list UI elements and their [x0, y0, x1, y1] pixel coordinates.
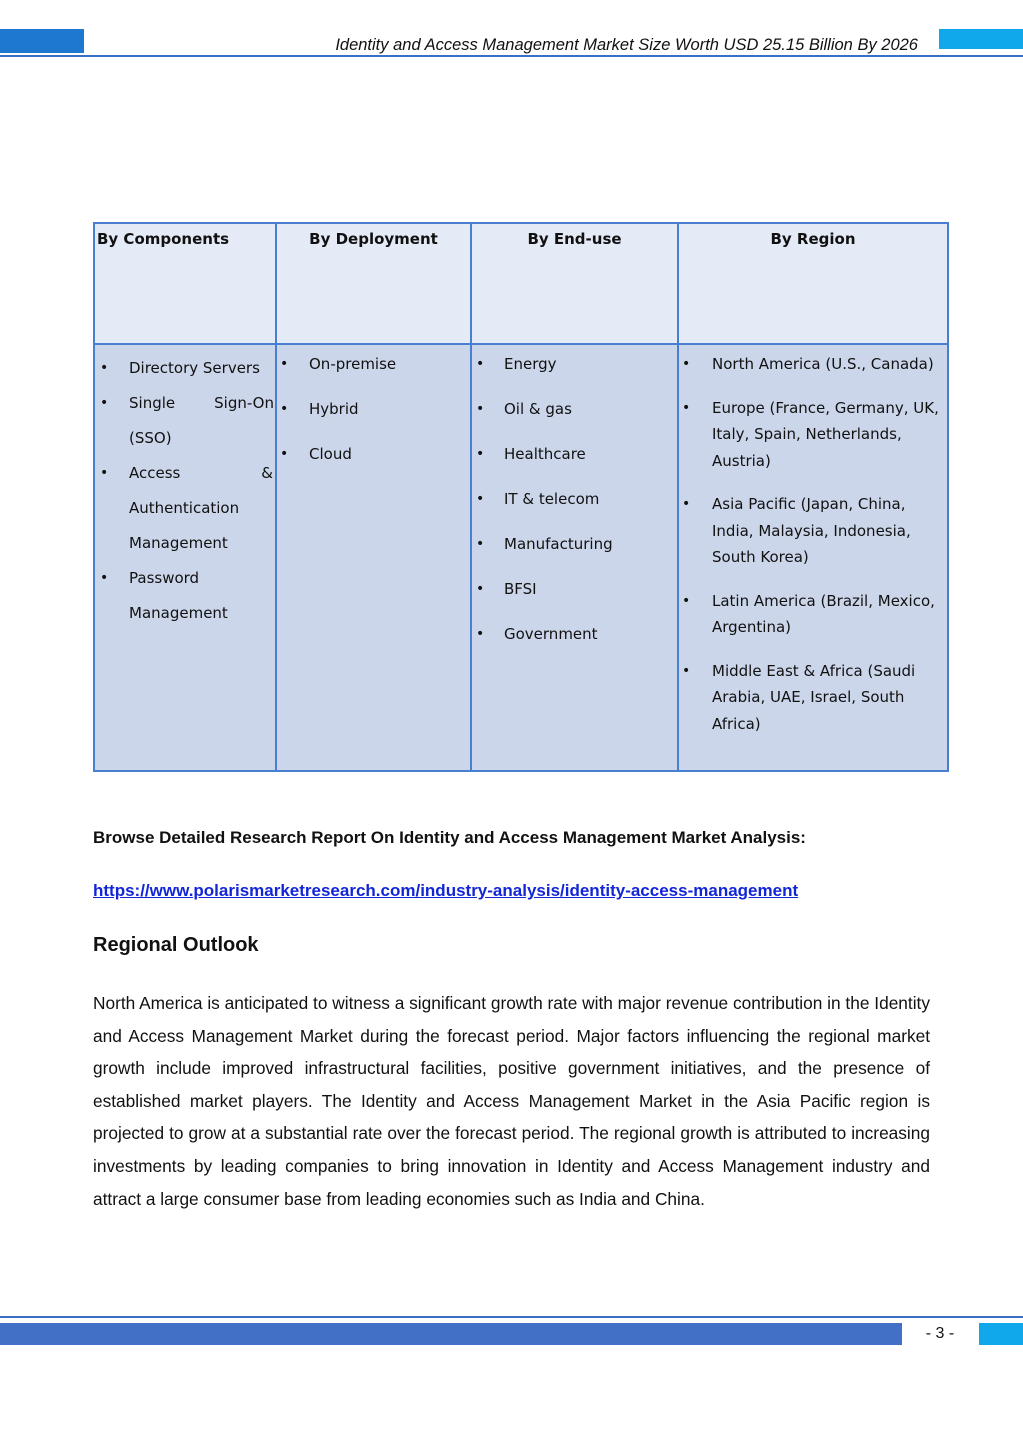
column-header-region: By Region — [678, 223, 948, 344]
list-item: • IT & telecom — [504, 486, 673, 512]
list-item: • Latin America (Brazil, Mexico, Argentina) — [712, 588, 945, 641]
column-header-components: By Components — [94, 223, 276, 344]
column-header-end-use: By End-use — [471, 223, 678, 344]
list-item: • Access & Authentication Management — [129, 456, 273, 561]
end-use-list — [472, 345, 677, 647]
list-item: • Hybrid — [309, 396, 466, 422]
page-number: - 3 - — [925, 1325, 955, 1342]
bullet-icon: • — [100, 395, 109, 411]
bullet-icon: • — [682, 399, 691, 416]
footer-accent-bar-right — [979, 1323, 1023, 1345]
header-accent-bar-right — [939, 29, 1023, 49]
list-item: • Manufacturing — [504, 531, 673, 557]
components-list — [95, 345, 275, 631]
bullet-icon: • — [476, 356, 485, 372]
region-cell — [678, 344, 948, 771]
bullet-icon: • — [100, 570, 109, 586]
bullet-icon: • — [682, 592, 691, 609]
list-item: • Cloud — [309, 441, 466, 467]
list-item: • Europe (France, Germany, UK, Italy, Spain, Netherlands, Austria) — [712, 395, 945, 475]
bullet-icon: • — [476, 581, 485, 597]
column-header-deployment: By Deployment — [276, 223, 471, 344]
footer-divider — [0, 1316, 1023, 1318]
list-item: • Middle East & Africa (Saudi Arabia, UAE, Israel, South Africa) — [712, 658, 945, 738]
list-item: • Government — [504, 621, 673, 647]
end-use-cell — [471, 344, 678, 771]
footer-accent-bar-left — [0, 1323, 902, 1345]
bullet-icon: • — [682, 496, 691, 512]
bullet-icon: • — [280, 356, 289, 372]
region-list — [679, 345, 947, 737]
regional-outlook-paragraph: North America is anticipated to witness a significant growth rate with major revenue contribution in the Identity and Access Management Market during the forecast period. Major factors influencing the regional market growth include improved infrastructural facilities, positive government initiatives, and the presence of established market players. The Identity and Access Management Market in the Asia Pacific region is projected to grow at a substantial rate over the forecast period. The regional growth is attributed to increasing investments by leading companies to bring innovation in Identity and Access Management industry and attract a large consumer base from leading economies such as India and China. — [93, 993, 930, 1209]
bullet-icon: • — [682, 662, 691, 679]
bullet-icon: • — [476, 491, 485, 507]
components-cell — [94, 344, 276, 771]
header-divider — [0, 55, 1023, 57]
section-heading-regional-outlook: Regional Outlook — [93, 934, 259, 956]
bullet-icon: • — [476, 536, 485, 552]
list-item: • BFSI — [504, 576, 673, 602]
list-item: • Single Sign-On (SSO) — [129, 386, 274, 456]
table-body-row — [94, 344, 948, 771]
deployment-cell — [276, 344, 471, 771]
list-item: • Healthcare — [504, 441, 673, 467]
bullet-icon: • — [280, 401, 289, 417]
list-item: • Asia Pacific (Japan, China, India, Malaysia, Indonesia, South Korea) — [712, 491, 945, 571]
browse-report-label: Browse Detailed Research Report On Identity and Access Management Market Analysis: — [93, 828, 806, 847]
bullet-icon: • — [476, 626, 485, 642]
header-title: Identity and Access Management Market Size Worth USD 25.15 Billion By 2026 — [335, 36, 918, 54]
list-item: • On-premise — [309, 351, 466, 377]
list-item: • North America (U.S., Canada) — [712, 351, 945, 378]
bullet-icon: • — [682, 356, 691, 372]
bullet-icon: • — [100, 465, 109, 481]
deployment-list — [277, 345, 470, 467]
list-item: • Oil & gas — [504, 396, 673, 422]
table-header-row — [94, 223, 948, 344]
list-item: • Energy — [504, 351, 673, 377]
list-item: • Password Management — [129, 561, 273, 631]
bullet-icon: • — [476, 401, 485, 417]
bullet-icon: • — [280, 446, 289, 462]
bullet-icon: • — [476, 446, 485, 462]
report-link[interactable]: https://www.polarismarketresearch.com/industry-analysis/identity-access-management — [93, 881, 799, 900]
list-item: • Directory Servers — [129, 351, 273, 386]
segmentation-table — [93, 222, 949, 772]
bullet-icon: • — [100, 360, 109, 376]
